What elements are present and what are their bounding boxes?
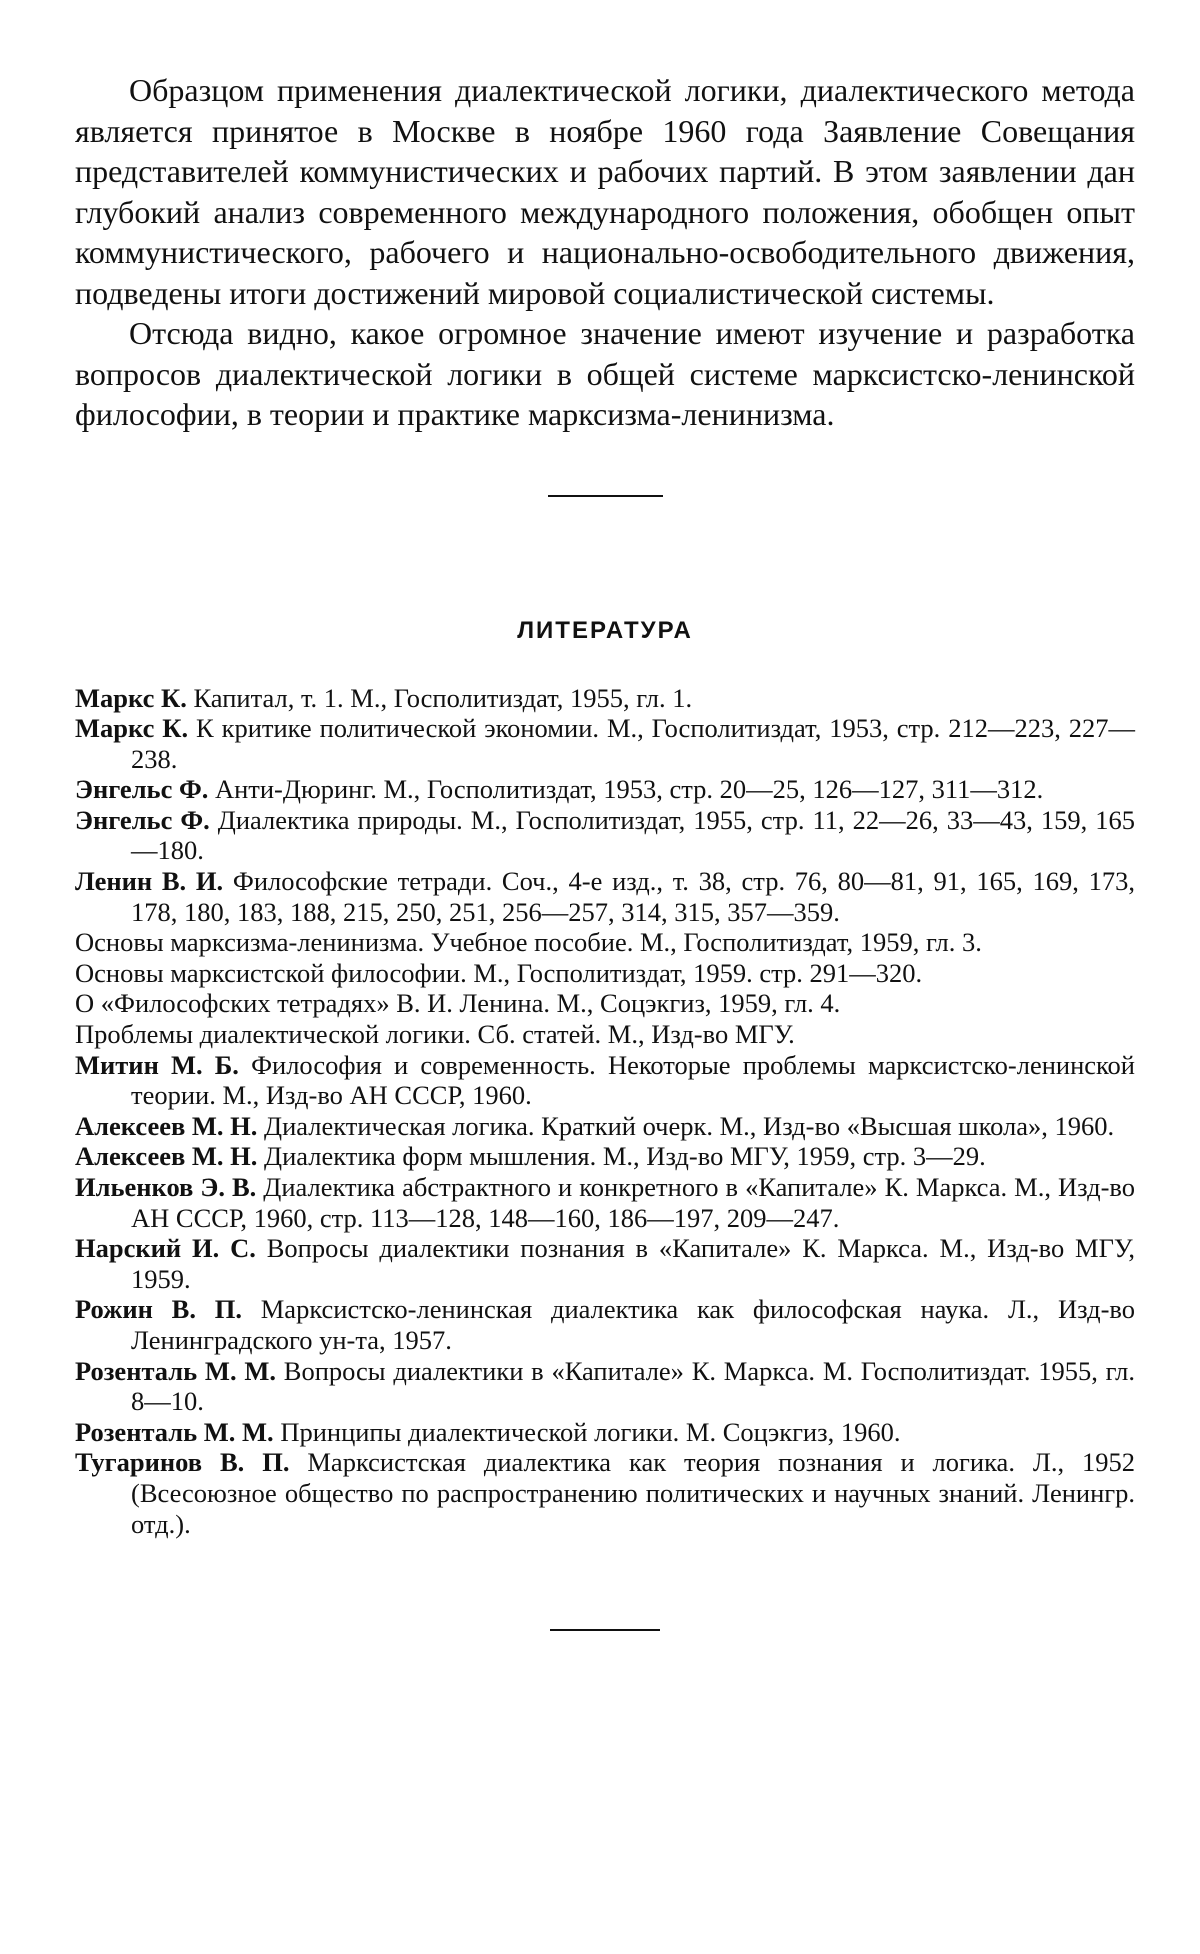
reference-item: [75, 1111, 1135, 1142]
reference-author: Алексеев М. Н.: [75, 1110, 258, 1141]
reference-text: Проблемы диалектической логики. Сб. статей. М., Изд-во МГУ.: [75, 1019, 795, 1050]
reference-author: Энгельс Ф.: [75, 804, 210, 835]
reference-author: Нарский И. С.: [75, 1233, 256, 1264]
reference-text: К критике политической экономии. М., Госполитиздат, 1953, стр. 212—223, 227—238.: [131, 713, 1135, 774]
reference-list: [75, 683, 1135, 1540]
end-divider: [550, 1629, 660, 1631]
reference-text: Принципы диалектической логики. М. Соцэкгиз, 1960.: [273, 1416, 901, 1447]
reference-author: Митин М. Б.: [75, 1049, 239, 1080]
section-divider: [548, 495, 663, 497]
reference-text: Марксистско-ленинская диалектика как философская наука. Л., Изд-во Ленинградского ун-та, 1957.: [131, 1294, 1135, 1355]
reference-text: Философия и современность. Некоторые проблемы марксистско-ленинской теории. М., Изд-во АН СССР, 1960.: [131, 1049, 1135, 1111]
reference-item: [75, 927, 1135, 958]
reference-text: Диалектическая логика. Краткий очерк. М., Изд-во «Высшая школа», 1960.: [257, 1110, 1115, 1141]
reference-item: [75, 988, 1135, 1019]
reference-author: Маркс К.: [75, 713, 189, 744]
reference-author: Маркс К.: [75, 682, 187, 713]
reference-item: [75, 1356, 1135, 1417]
reference-author: Рожин В. П.: [75, 1294, 242, 1325]
reference-text: Диалектика форм мышления. М., Изд-во МГУ, 1959, стр. 3—29.: [257, 1141, 986, 1172]
reference-text: Капитал, т. 1. М., Госполитиздат, 1955, гл. 1.: [186, 682, 693, 713]
reference-item: [75, 1417, 1135, 1448]
reference-item: [75, 1050, 1135, 1111]
reference-text: О «Философских тетрадях» В. И. Ленина. М., Соцэкгиз, 1959, гл. 4.: [75, 988, 841, 1019]
reference-author: Алексеев М. Н.: [75, 1141, 258, 1172]
reference-text: Диалектика природы. М., Госполитиздат, 1955, стр. 11, 22—26, 33—43, 159, 165—180.: [131, 804, 1136, 866]
reference-text: Вопросы диалектики в «Капитале» К. Маркса. М. Госполитиздат. 1955, гл. 8—10.: [131, 1355, 1136, 1417]
literature-title: ЛИТЕРАТУРА: [517, 616, 693, 644]
reference-text: Анти-Дюринг. М., Госполитиздат, 1953, стр. 20—25, 126—127, 311—312.: [208, 774, 1044, 805]
reference-text: Диалектика абстрактного и конкретного в «Капитале» К. Маркса. М., Изд-во АН СССР, 1960, стр. 113—128, 148—160, 186—197, 209—247.: [131, 1172, 1135, 1233]
reference-item: [75, 805, 1135, 866]
reference-text: Вопросы диалектики познания в «Капитале» К. Маркса. М., Изд-во МГУ, 1959.: [131, 1233, 1136, 1294]
reference-item: [75, 1019, 1135, 1050]
reference-item: [75, 1233, 1135, 1294]
reference-author: Ильенков Э. В.: [75, 1172, 257, 1202]
reference-text: Основы марксистской философии. М., Госполитиздат, 1959. стр. 291—320.: [75, 957, 923, 988]
reference-item: [75, 1447, 1135, 1539]
reference-text: Марксистская диалектика как теория познания и логика. Л., 1952 (Всесоюзное общество по распространению политических и научных знаний. Ленингр. отд.).: [131, 1447, 1136, 1539]
body-paragraph: Образцом применения диалектической логики, диалектического метода является принятое в Москве в ноябре 1960 года Заявление Совещания представителей коммунистических и рабочих партий. В этом заявлении дан глубокий анализ современного международного положения, обобщен опыт коммунистического, рабочего и национально-освободительного движения, подведены итоги достижений мировой социалистической системы.: [75, 72, 1135, 311]
reference-author: Тугаринов В. П.: [75, 1447, 290, 1478]
reference-author: Розенталь М. М.: [75, 1355, 276, 1386]
page: [75, 70, 1135, 1631]
body-paragraph: Отсюда видно, какое огромное значение имеют изучение и разработка вопросов диалектической логики в общей системе марксистско-ленинской философии, в теории и практике марксизма-ленинизма.: [75, 315, 1135, 432]
reference-author: Ленин В. И.: [75, 866, 224, 897]
reference-item: [75, 958, 1135, 989]
reference-author: Энгельс Ф.: [75, 774, 209, 805]
reference-author: Розенталь М. М.: [75, 1416, 274, 1447]
reference-item: [75, 774, 1135, 805]
reference-text: Основы марксизма-ленинизма. Учебное пособие. М., Госполитиздат, 1959, гл. 3.: [75, 927, 982, 958]
reference-item: [75, 1141, 1135, 1172]
reference-item: [75, 866, 1135, 927]
reference-item: [75, 713, 1135, 774]
reference-item: [75, 1172, 1135, 1233]
reference-item: [75, 1294, 1135, 1355]
reference-item: [75, 683, 1135, 714]
reference-text: Философские тетради. Соч., 4-е изд., т. 38, стр. 76, 80—81, 91, 165, 169, 173, 178, 180, 183, 188, 215, 250, 251, 256—257, 314, 315, 357—359.: [131, 866, 1135, 927]
